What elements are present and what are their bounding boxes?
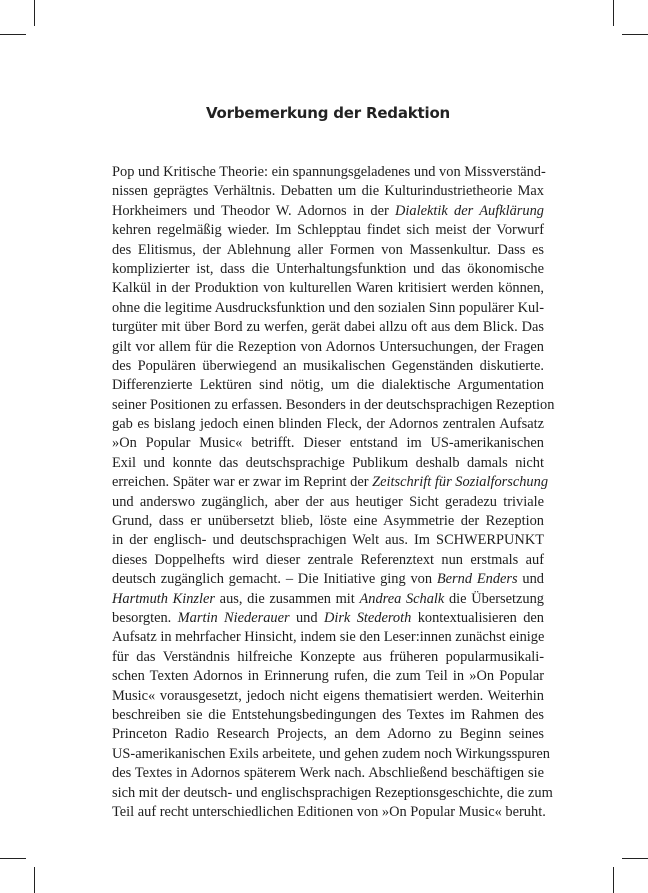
crop-mark-bottom-left-horizontal [0, 858, 26, 859]
text-line [112, 609, 544, 628]
italic-text: Dirk Stederoth [323, 609, 412, 626]
text-segment: Horkheimers und Theodor W. Adornos in der [112, 202, 396, 219]
text-line [112, 338, 544, 357]
text-segment: des Textes in Adornos späterem Werk nach. Abschließend beschäftigen sie [112, 765, 544, 782]
italic-text: Andrea Schalk [359, 590, 445, 607]
text-line [112, 473, 549, 492]
text-segment: für das Verständnis hilfreiche Konzepte aus früheren popularmusikali- [112, 648, 544, 665]
text-segment: Exil und konnte das deutschsprachige Publikum deshalb damals nicht [112, 454, 544, 471]
text-segment: Aufsatz in mehrfacher Hinsicht, indem sie den Leser:innen zunächst einige [112, 629, 545, 646]
text-line [112, 725, 544, 744]
text-line [112, 396, 555, 415]
text-segment: Differenzierte Lektüren sind nötig, um die dialektische Argumentation [112, 377, 544, 394]
text-line [112, 182, 544, 201]
crop-mark-top-right-horizontal [622, 34, 648, 35]
text-segment: und [517, 571, 544, 588]
text-segment: Grund, dass er unübersetzt blieb, löste eine Asymmetrie der Rezeption [112, 513, 544, 530]
text-segment: Music« vorausgesetzt, jedoch nicht eigens thematisiert werden. Weiterhin [112, 687, 544, 704]
text-segment: des Elitismus, der Ablehnung aller Formen von Massenkultur. Dass es [112, 241, 544, 258]
page-title: Vorbemerkung der Redaktion [205, 104, 451, 122]
text-segment: sich mit der deutsch- und englischsprachigen Rezeptionsgeschichte, die zum [112, 784, 553, 801]
text-line [112, 241, 544, 260]
text-line [112, 493, 544, 512]
crop-mark-bottom-right-vertical [613, 867, 614, 893]
text-line [112, 318, 544, 337]
text-line [112, 551, 544, 570]
text-line [112, 512, 544, 531]
text-segment: des Populären überwiegend an musikalischen Gegenständen diskutierte. [112, 357, 544, 374]
crop-mark-bottom-right-horizontal [622, 858, 648, 859]
text-segment: US-amerikanischen Exils arbeitete, und gehen zudem noch Wirkungsspuren [112, 745, 550, 762]
body-text [112, 163, 555, 822]
text-line [112, 745, 550, 764]
text-line [112, 628, 544, 647]
text-line [112, 434, 544, 453]
text-line [112, 648, 544, 667]
text-segment: aus, die zusammen mit [215, 590, 360, 607]
text-segment: gab es bislang jedoch einen blinden Fleck, der Adornos zentralen Aufsatz [112, 416, 544, 433]
text-segment: erreichen. Später war er zwar im Reprint der [112, 474, 373, 491]
text-segment: besorgten. [112, 609, 178, 626]
text-segment: deutsch zugänglich gemacht. – Die Initiative ging von [112, 571, 437, 588]
text-line [112, 590, 544, 609]
text-segment: in der englisch- und deutschsprachigen Welt aus. Im SCHWERPUNKT [112, 532, 544, 549]
text-line [112, 784, 553, 803]
text-line [112, 803, 544, 822]
text-segment: kehren regelmäßig wieder. Im Schlepptau findet sich meist der Vorwurf [112, 222, 544, 239]
text-segment: gilt vor allem für die Rezeption von Adornos Untersuchungen, der Fragen [112, 338, 544, 355]
text-segment: ohne die legitime Ausdrucksfunktion und den sozialen Sinn populärer Kul- [112, 299, 545, 316]
text-segment: Kalkül in der Produktion von kulturellen Waren kritisiert werden können, [112, 280, 544, 297]
text-line [112, 415, 544, 434]
crop-mark-top-left-horizontal [0, 34, 26, 35]
italic-text: Dialektik der Aufklärung [395, 202, 544, 219]
text-segment: kontextualisieren den [411, 609, 544, 626]
crop-mark-top-right-vertical [613, 0, 614, 26]
text-segment: und anderswo zugänglich, aber der aus heutiger Sicht geradezu triviale [112, 493, 544, 510]
italic-text: Hartmuth Kinzler [112, 590, 216, 607]
text-segment: schen Texten Adornos in Erinnerung rufen, die zum Teil in »On Popular [112, 668, 544, 685]
text-segment: seiner Positionen zu erfassen. Besonders in der deutschsprachigen Rezeption [112, 396, 555, 413]
text-line [112, 570, 544, 589]
text-segment: Princeton Radio Research Projects, an dem Adorno zu Beginn seines [112, 726, 544, 743]
text-line [112, 260, 544, 279]
text-line [112, 764, 544, 783]
text-segment: dieses Doppelhefts wird dieser zentrale Referenztext nun erstmals auf [112, 551, 544, 568]
text-line [112, 299, 544, 318]
text-segment: komplizierter ist, dass die Unterhaltungsfunktion und das ökonomische [112, 260, 544, 277]
text-line [112, 221, 544, 240]
text-segment: Teil auf recht unterschiedlichen Editionen von »On Popular Music« beruht. [112, 803, 546, 820]
text-line [112, 202, 544, 221]
text-line [112, 279, 544, 298]
text-segment: die Übersetzung [444, 590, 544, 607]
italic-text: Martin Niederauer [177, 609, 290, 626]
text-line [112, 531, 544, 550]
text-line [112, 454, 544, 473]
text-line [112, 357, 544, 376]
text-line [112, 667, 544, 686]
text-segment: nissen geprägtes Verhältnis. Debatten um die Kulturindustrietheorie Max [112, 183, 544, 200]
text-segment: Pop und Kritische Theorie: ein spannungsgeladenes und von Missverständ- [112, 164, 546, 180]
italic-text: Zeitschrift für Sozialforschung [372, 474, 549, 491]
text-line [112, 706, 544, 725]
text-line [112, 163, 544, 182]
text-line [112, 687, 544, 706]
text-line [112, 376, 544, 395]
text-segment: turgüter mit über Bord zu werfen, gerät dabei allzu oft aus dem Blick. Das [112, 319, 544, 336]
crop-mark-top-left-vertical [34, 0, 35, 26]
italic-text: Bernd Enders [436, 571, 518, 588]
text-segment: »On Popular Music« betrifft. Dieser entstand im US-amerikanischen [112, 435, 544, 452]
text-segment: beschreiben sie die Entstehungsbedingungen des Textes im Rahmen des [112, 706, 544, 723]
crop-mark-bottom-left-vertical [34, 867, 35, 893]
text-segment: und [289, 609, 324, 626]
